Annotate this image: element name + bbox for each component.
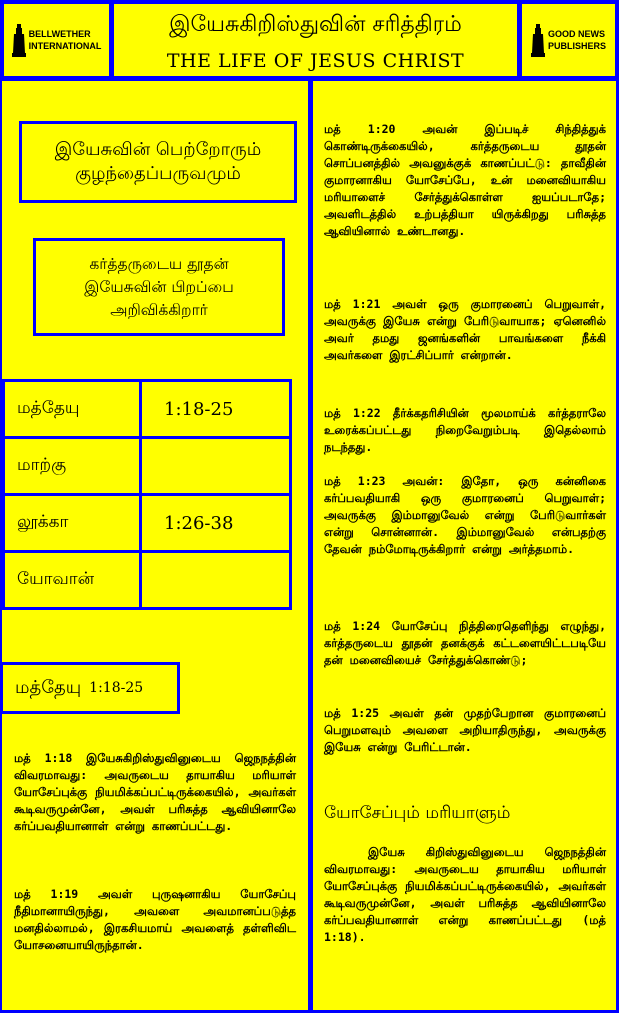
- verse-paragraph: மத் 1:25 அவள் தன் முதற்பேறான குமாரனைப் பெறுமளவும் அவளை அறியாதிருந்து, அவருக்கு இயேசு என்று பேரிட்டான்.: [324, 706, 606, 754]
- verse-paragraph: மத் 1:19 அவள் புருஷனாகிய யோசேப்பு நீதிமானாயிருந்து, அவளை அவமானப்படுத்த மனதில்லாமல், இரகசியமாய் அவளைத் தள்ளிவிட யோசனையாயிருந்தான்.: [14, 887, 296, 952]
- subsection-title-text: கர்த்தருடைய தூதன் இயேசுவின் பிறப்பை அறிவிக்கிறார்: [84, 254, 234, 319]
- good-news-logo: [522, 4, 615, 76]
- verse-range: 1:26-38: [141, 495, 291, 552]
- reading-book: மத்தேயு: [15, 676, 82, 698]
- section-subheading: யோசேப்பும் மரியாளும்: [324, 803, 511, 823]
- verse-range: [141, 438, 291, 495]
- book-name: மாற்கு: [4, 438, 141, 495]
- verse-paragraph: மத் 1:23 அவன்: இதோ, ஒரு கன்னிகை கர்ப்பவதியாகி ஒரு குமாரனைப் பெறுவாள்; அவருக்கு இம்மானுவேல் என்று பேரிடுவார்கள் என்று சொன்னான். இம்மானுவேல் என்பதற்கு தேவன் நம்மோடிருக்கிறார் என்று அர்த்தமாம்.: [324, 474, 606, 556]
- section-title-text: இயேசுவின் பெற்றோரும் குழந்தைப்பருவமும்: [54, 139, 262, 184]
- table-row: [4, 495, 291, 552]
- table-row: [4, 552, 291, 609]
- right-logo-line-2: PUBLISHERS: [547, 41, 606, 51]
- subsection-title: [33, 238, 285, 336]
- book-name: லூக்கா: [4, 495, 141, 552]
- book-name: மத்தேயு: [4, 381, 141, 438]
- table-row: [4, 438, 291, 495]
- verse-range: 1:18-25: [141, 381, 291, 438]
- reading-verses: 1:18-25: [89, 680, 144, 696]
- verse-paragraph: மத் 1:22 தீர்க்கதரிசியின் மூலமாய்க் கர்த்தராலே உரைக்கப்பட்டது நிறைவேறும்படி இதெல்லாம் நடந்தது.: [324, 406, 606, 454]
- reading-label: [0, 662, 180, 714]
- verse-paragraph: மத் 1:24 யோசேப்பு நித்திரைதெளிந்து எழுந்து, கர்த்தருடைய தூதன் தனக்குக் கட்டளையிட்டபடியே தன் மனைவியைச் சேர்த்துக்கொண்டு;: [324, 619, 606, 667]
- verse-paragraph: மத் 1:18 இயேசுகிறிஸ்துவினுடைய ஜெநநத்தின் விவரமாவது: அவருடைய தாயாகிய மரியாள் யோசேப்புக்கு நியமிக்கப்பட்டிருக்கையில், அவர்கள் கூடிவருமுன்னே, அவள் பரிசுத்த ஆவியினாலே கர்ப்பவதியானாள் என்று காணப்பட்டது.: [14, 751, 296, 833]
- page-title-english: THE LIFE OF JESUS CHRIST: [166, 50, 465, 72]
- table-row: [4, 381, 291, 438]
- verse-range: [141, 552, 291, 609]
- verse-paragraph: மத் 1:20 அவன் இப்படிச் சிந்தித்துக் கொண்டிருக்கையில், கர்த்தருடைய தூதன் சொப்பனத்தில் அவனுக்குக் காணப்பட்டு: தாவீதின் குமாரனாகிய யோசேப்பே, உன் மனைவியாகிய மரியாளைச் சேர்த்துக்கொள்ள ஐயப்படாதே; அவளிடத்தில் உற்பத்தியா யிருக்கிறது பரிசுத்த ஆவியினால் உண்டானது.: [324, 122, 606, 238]
- gospel-reference-table: [2, 379, 292, 610]
- verse-paragraph: மத் 1:21 அவள் ஒரு குமாரனைப் பெறுவாள், அவருக்கு இயேசு என்று பேரிடுவாயாக; ஏனெனில் அவர் தமது ஜனங்களின் பாவங்களை நீக்கி அவர்களை இரட்சிப்பார் என்றான்.: [324, 297, 606, 362]
- header-title-box: [114, 4, 517, 76]
- left-logo-line-1: BELLWETHER: [28, 29, 91, 39]
- section-title: [19, 121, 297, 203]
- left-logo-line-2: INTERNATIONAL: [28, 41, 102, 51]
- bellwether-logo: [4, 4, 109, 76]
- good-news-icon: [531, 23, 545, 57]
- closing-paragraph: இயேசு கிறிஸ்துவினுடைய ஜெநநத்தின் விவரமாவது: அவருடைய தாயாகிய மரியாள் யோசேப்புக்கு நியமிக்கப்பட்டிருக்கையில், அவர்கள் கூடிவருமுன்னே, அவள் பரிசுத்த ஆவியினாலே கர்ப்பவதியானாள் என்று காணப்பட்டது (மத் 1:18).: [324, 845, 606, 944]
- right-logo-line-1: GOOD NEWS: [547, 29, 605, 39]
- bellwether-icon: [12, 23, 26, 57]
- book-name: யோவான்: [4, 552, 141, 609]
- page-title-tamil: இயேசுகிறிஸ்துவின் சரித்திரம்: [169, 12, 462, 37]
